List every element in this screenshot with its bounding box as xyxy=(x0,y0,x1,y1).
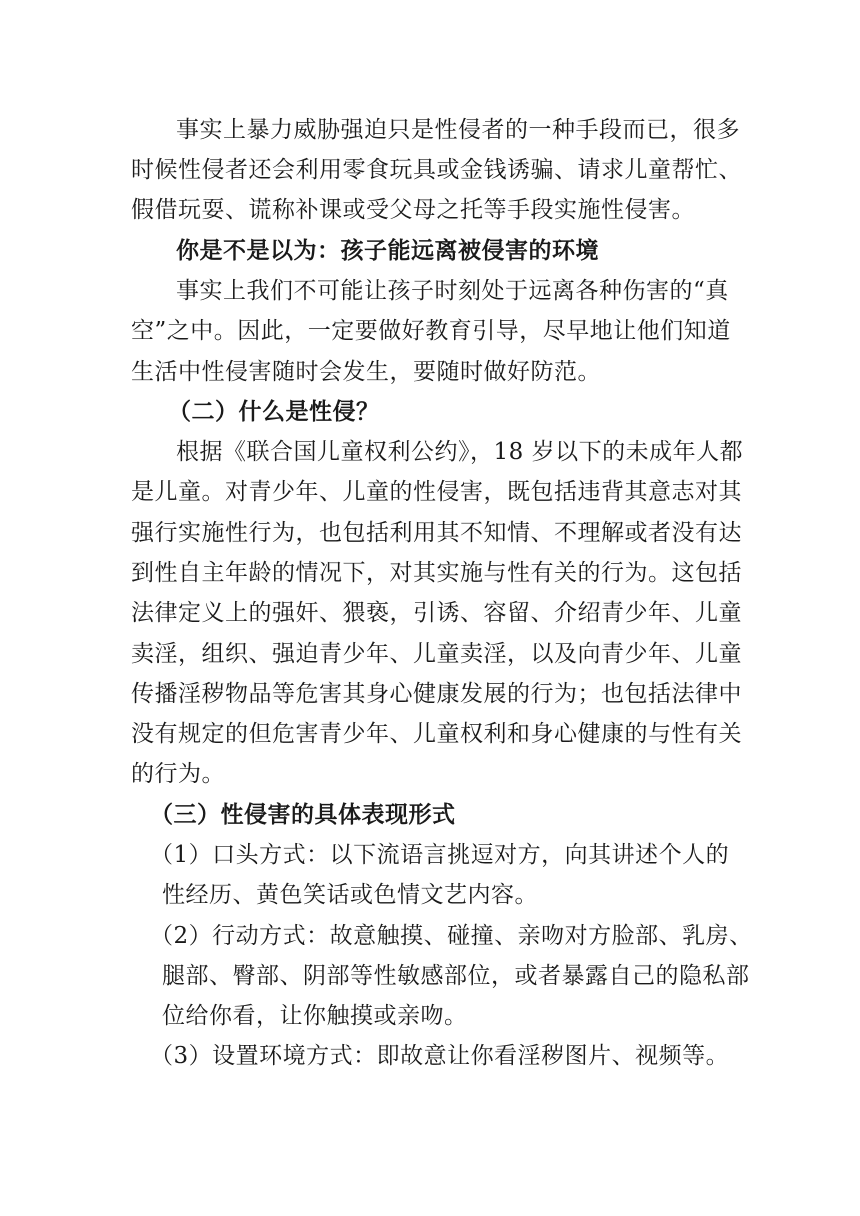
list-item-line: 腿部、臀部、阴部等性敏感部位，或者暴露自己的隐私部 xyxy=(162,963,750,989)
paragraph-line: 法律定义上的强奸、猥亵，引诱、容留、介绍青少年、儿童 xyxy=(131,600,742,626)
paragraph-line: 空”之中。因此，一定要做好教育引导，尽早地让他们知道 xyxy=(131,318,731,344)
list-item-line: （2）行动方式：故意触摸、碰撞、亲吻对方脸部、乳房、 xyxy=(150,923,753,949)
paragraph-line: 生活中性侵害随时会发生，要随时做好防范。 xyxy=(131,359,601,385)
list-item-line: （1）口头方式：以下流语言挑逗对方，向其讲述个人的 xyxy=(150,842,730,868)
list-item-line: 位给你看，让你触摸或亲吻。 xyxy=(162,1003,468,1029)
section-heading: （三）性侵害的具体表现形式 xyxy=(150,801,456,828)
paragraph-line: 事实上暴力威胁强迫只是性侵者的一种手段而已，很多 xyxy=(176,117,740,143)
list-item-line: 性经历、黄色笑话或色情文艺内容。 xyxy=(162,882,538,908)
paragraph-line: 没有规定的但危害青少年、儿童权利和身心健康的与性有关 xyxy=(131,721,742,747)
paragraph-line: 事实上我们不可能让孩子时刻处于远离各种伤害的“真 xyxy=(176,278,729,304)
section-heading: （二）什么是性侵？ xyxy=(168,398,380,425)
paragraph-line: 的行为。 xyxy=(131,761,225,787)
paragraph-line: 假借玩耍、谎称补课或受父母之托等手段实施性侵害。 xyxy=(131,197,695,223)
paragraph-line: 根据《联合国儿童权利公约》，18 岁以下的未成年人都 xyxy=(176,439,744,465)
paragraph-line: 强行实施性行为，也包括利用其不知情、不理解或者没有达 xyxy=(131,520,742,546)
list-item-line: （3）设置环境方式：即故意让你看淫秽图片、视频等。 xyxy=(150,1043,730,1069)
paragraph-line: 传播淫秽物品等危害其身心健康发展的行为；也包括法律中 xyxy=(131,681,742,707)
section-heading: 你是不是以为：孩子能远离被侵害的环境 xyxy=(176,237,599,264)
paragraph-line: 卖淫，组织、强迫青少年、儿童卖淫，以及向青少年、儿童 xyxy=(131,641,742,667)
paragraph-line: 时候性侵者还会利用零食玩具或金钱诱骗、请求儿童帮忙、 xyxy=(131,157,742,183)
paragraph-line: 是儿童。对青少年、儿童的性侵害，既包括违背其意志对其 xyxy=(131,479,742,505)
paragraph-line: 到性自主年龄的情况下，对其实施与性有关的行为。这包括 xyxy=(131,560,742,586)
